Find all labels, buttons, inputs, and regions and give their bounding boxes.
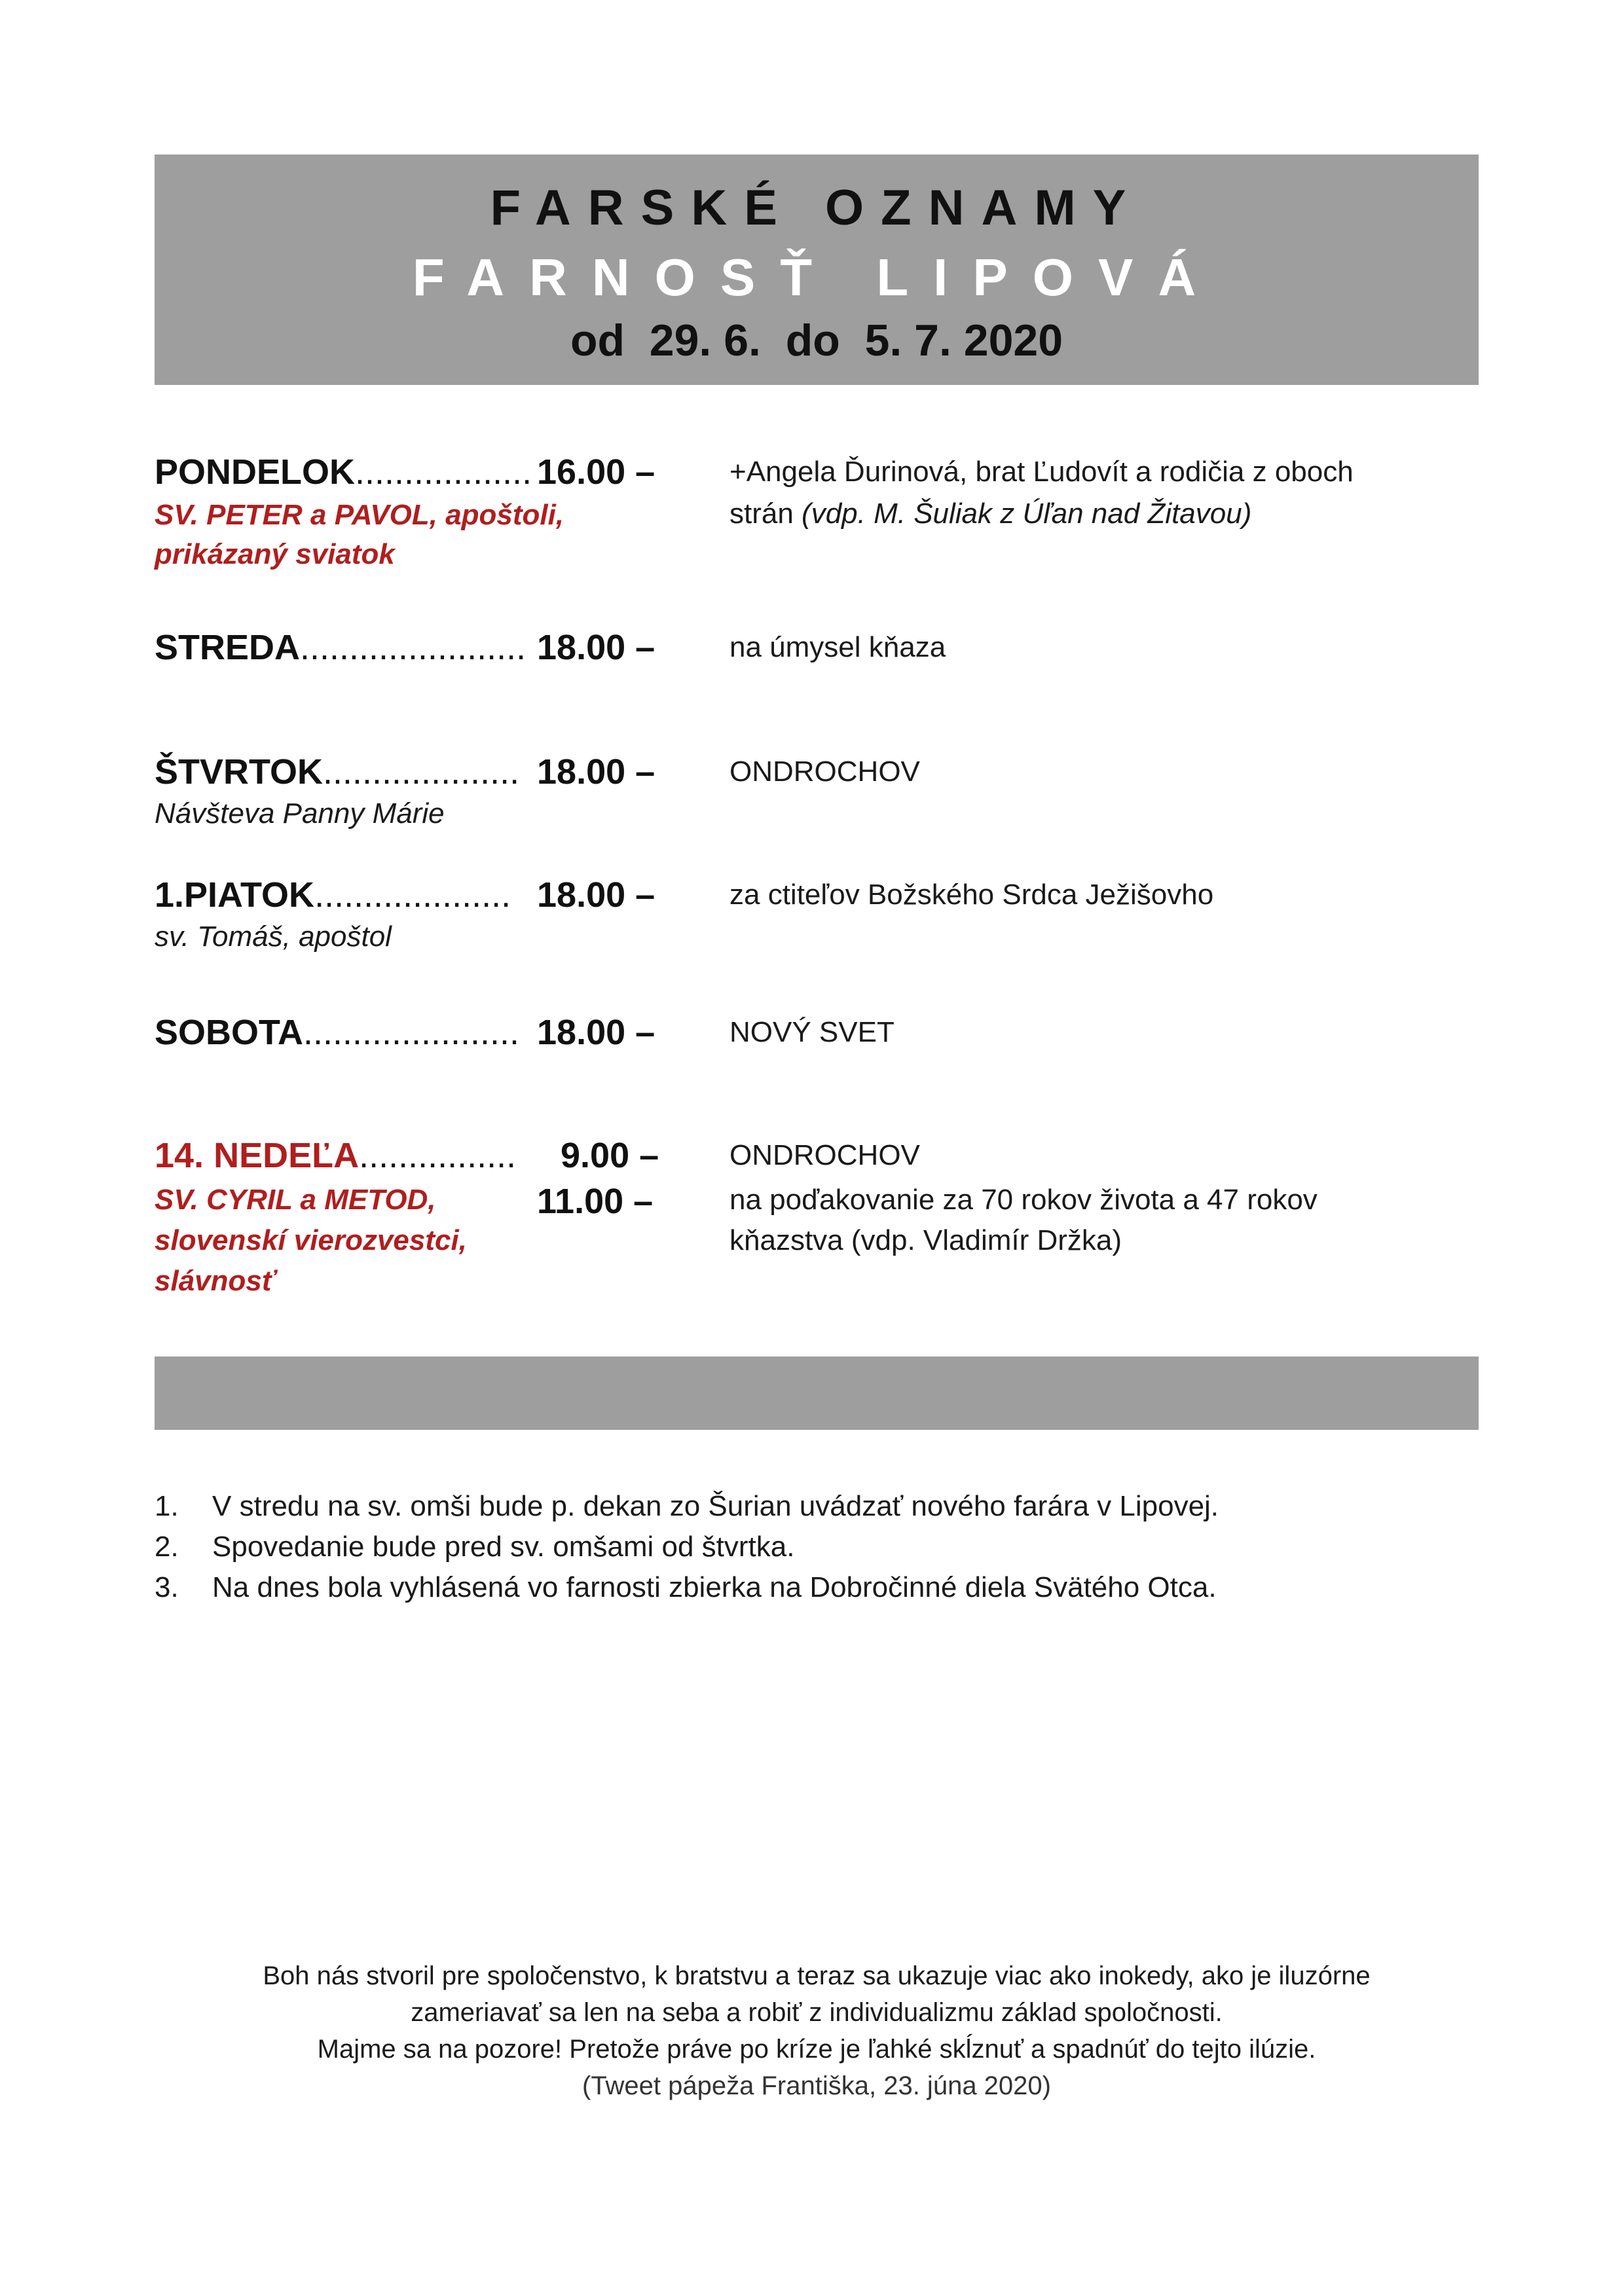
day-sunday: 14. NEDEĽA................ [155,1136,517,1175]
day-thursday: ŠTVRTOK.................... [155,752,520,792]
feast-monday-line1: SV. PETER a PAVOL, apoštoli, [155,499,564,531]
quote-line-3: Majme sa na pozore! Pretože práve po kríze je ľahké skĺznuť a spadnúť do tejto ilúzie. [317,2035,1316,2064]
feast-sunday-line3: slávnosť [155,1265,276,1297]
intention-monday-line1: +Angela Ďurinová, brat Ľudovít a rodičia z oboch [729,456,1354,488]
intention-sunday-1: ONDROCHOV [729,1139,920,1171]
intention-saturday: NOVÝ SVET [729,1016,895,1048]
quote-line-2: zameriavať sa len na seba a robiť z individualizmu základ spoločnosti. [411,1998,1223,2027]
time-sunday-2: 11.00 – [537,1182,654,1221]
feast-monday-line2: prikázaný sviatok [155,538,395,570]
time-sunday-1: 9.00 – [561,1136,659,1175]
day-friday: 1.PIATOK.................... [155,875,511,915]
feast-sunday-line2: slovenskí vierozvestci, [155,1224,467,1256]
announcement-item: 3. Na dnes bola vyhlásená vo farnosti zbierka na Dobročinné diela Svätého Otca. [155,1571,1217,1603]
time-friday: 18.00 – [537,875,655,915]
time-thursday: 18.00 – [537,752,655,792]
time-saturday: 18.00 – [537,1013,655,1052]
announcement-item: 2. Spovedanie bude pred sv. omšami od štvrtka. [155,1531,795,1563]
intention-thursday: ONDROCHOV [729,756,920,788]
title-parish: FARNOSŤ LIPOVÁ [412,248,1221,306]
quote-source: (Tweet pápeža Františka, 23. júna 2020) [582,2071,1051,2100]
date-range: od 29. 6. do 5. 7. 2020 [570,316,1063,365]
feast-friday: sv. Tomáš, apoštol [155,920,392,953]
intention-friday: za ctiteľov Božského Srdca Ježišovho [729,879,1214,911]
time-monday: 16.00 – [537,452,655,492]
title-announcements: FARSKÉ OZNAMY [490,180,1143,236]
announcement-item: 1. V stredu na sv. omši bude p. dekan zo Šurian uvádzať nového farára v Lipovej. [155,1490,1219,1522]
day-monday: PONDELOK.................. [155,452,532,492]
quote-line-1: Boh nás stvoril pre spoločenstvo, k bratstvu a teraz sa ukazuje viac ako inokedy, ako je iluzórne [263,1961,1371,1990]
day-wednesday: STREDA....................... [155,628,526,667]
intention-wednesday: na úmysel kňaza [729,631,946,663]
header-banner [155,155,1479,385]
feast-sunday-line1: SV. CYRIL a METOD, [155,1184,436,1216]
feast-thursday: Návšteva Panny Márie [155,797,445,829]
intention-sunday-2-line1: na poďakovanie za 70 rokov života a 47 rokov [729,1184,1318,1216]
intention-sunday-2-line2: kňazstva (vdp. Vladimír Držka) [729,1224,1122,1256]
day-saturday: SOBOTA...................... [155,1013,520,1052]
time-wednesday: 18.00 – [537,628,655,667]
intention-monday-line2: strán (vdp. M. Šuliak z Úľan nad Žitavou) [729,498,1252,530]
divider-bar [155,1357,1479,1430]
